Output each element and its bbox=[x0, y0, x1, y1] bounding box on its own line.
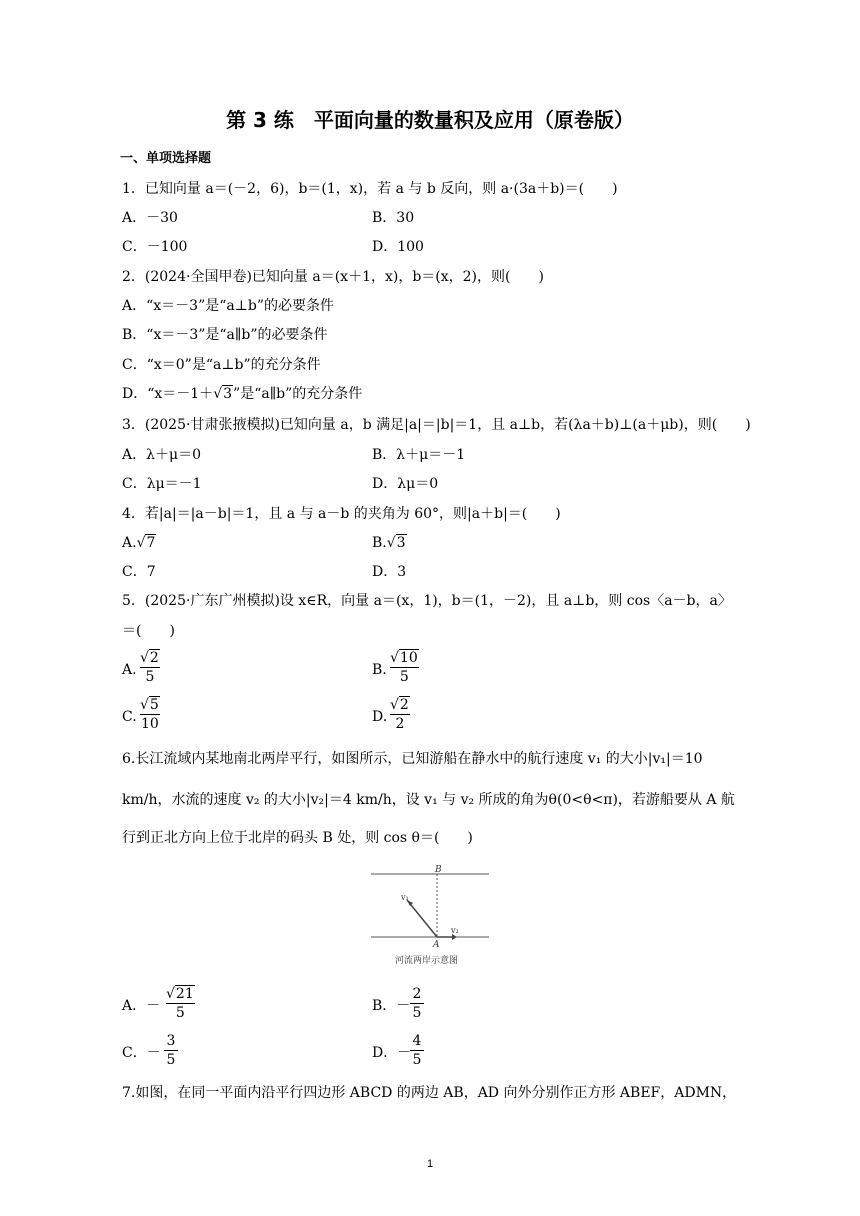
question-1-option-b: B．30 bbox=[372, 210, 415, 226]
sqrt-symbol-icon: √ bbox=[136, 535, 146, 551]
q6-b-denominator: 5 bbox=[412, 1005, 422, 1021]
question-2-option-a: A．“x＝－3”是“a⊥b”的必要条件 bbox=[122, 298, 335, 314]
q2-d-suffix: ”是“a∥b”的充分条件 bbox=[233, 386, 363, 402]
river-diagram bbox=[365, 862, 495, 972]
q2-d-radicand: 3 bbox=[223, 386, 233, 402]
q5-a-label: A. bbox=[122, 662, 137, 678]
question-2-stem: 2．(2024·全国甲卷)已知向量 a＝(x＋1，x)，b＝(x，2)，则( ) bbox=[122, 269, 544, 285]
q5-a-numerator: 2 bbox=[149, 650, 159, 666]
question-5-option-b bbox=[390, 650, 419, 685]
question-5-stem-line-1: 5．(2025·广东广州模拟)设 x∈R，向量 a＝(x，1)，b＝(1，－2)，且 a⊥b，则 cos〈a－b，a〉 bbox=[122, 593, 732, 609]
q6-b-label: B．－ bbox=[372, 998, 411, 1014]
v1-vector-arrow bbox=[407, 900, 437, 937]
question-6-option-b bbox=[410, 986, 424, 1021]
q6-b-numerator: 2 bbox=[412, 986, 422, 1002]
q5-c-numerator: 5 bbox=[149, 697, 159, 713]
q5-d-denominator: 2 bbox=[395, 716, 405, 732]
question-5-option-a bbox=[140, 650, 160, 685]
question-6-option-a bbox=[166, 986, 195, 1021]
sqrt-symbol-icon: √ bbox=[140, 697, 149, 713]
question-5-option-d bbox=[390, 697, 410, 732]
question-6-option-c bbox=[164, 1033, 178, 1068]
q5-c-label: C. bbox=[122, 709, 137, 725]
question-2-option-d bbox=[122, 385, 362, 403]
question-3-option-b: B．λ＋μ＝－1 bbox=[372, 447, 466, 463]
question-5-stem-line-2: ＝( ) bbox=[122, 623, 175, 639]
page-title: 第 3 练 平面向量的数量积及应用（原卷版） bbox=[226, 108, 634, 132]
question-2-option-b: B．“x＝－3”是“a∥b”的必要条件 bbox=[122, 327, 328, 343]
question-3-stem: 3．(2025·甘肃张掖模拟)已知向量 a，b 满足|a|＝|b|＝1，且 a⊥b，若(λa＋b)⊥(a＋μb)，则( ) bbox=[122, 417, 751, 433]
q6-a-numerator: 21 bbox=[175, 986, 194, 1002]
q2-d-prefix: D．“x＝－1＋ bbox=[122, 386, 214, 402]
question-6-line-2: km/h，水流的速度 v₂ 的大小|v₂|＝4 km/h，设 v₁ 与 v₂ 所成的角为θ(0<θ<π)，若游船要从 A 航 bbox=[122, 792, 735, 808]
label-b: B bbox=[435, 865, 442, 875]
question-4-stem: 4．若|a|＝|a－b|＝1，且 a 与 a－b 的夹角为 60°，则|a＋b|＝( ) bbox=[122, 506, 561, 522]
question-1-stem: 1．已知向量 a＝(－2，6)，b＝(1，x)，若 a 与 b 反向，则 a·(3a＋b)＝( ) bbox=[122, 181, 618, 197]
question-4-option-a bbox=[122, 534, 156, 552]
question-5-option-c bbox=[140, 697, 160, 732]
question-1-option-c: C．－100 bbox=[122, 239, 188, 255]
page-number: 1 bbox=[426, 1158, 434, 1170]
q6-a-label: A．－ bbox=[122, 998, 161, 1014]
question-3-option-a: A．λ＋μ＝0 bbox=[122, 447, 201, 463]
q5-d-numerator: 2 bbox=[399, 697, 409, 713]
question-6-option-d bbox=[410, 1033, 424, 1068]
sqrt-symbol-icon: √ bbox=[390, 650, 399, 666]
q4-b-label: B. bbox=[372, 535, 387, 551]
q4-a-radicand: 7 bbox=[146, 535, 156, 551]
question-2-option-c: C．“x＝0”是“a⊥b”的充分条件 bbox=[122, 357, 321, 373]
q6-a-denominator: 5 bbox=[175, 1005, 185, 1021]
question-1-option-a: A．－30 bbox=[122, 210, 178, 226]
q5-b-label: B. bbox=[372, 662, 387, 678]
q5-c-denominator: 10 bbox=[141, 716, 159, 732]
question-7-line-1: 7.如图，在同一平面内沿平行四边形 ABCD 的两边 AB，AD 向外分别作正方形 ABEF，ADMN， bbox=[122, 1085, 737, 1101]
question-4-option-b bbox=[372, 534, 407, 552]
question-4-option-c: C．7 bbox=[122, 564, 156, 580]
label-v1: v₁ bbox=[401, 893, 409, 902]
question-3-option-c: C．λμ＝－1 bbox=[122, 476, 202, 492]
q6-d-numerator: 4 bbox=[412, 1033, 422, 1049]
q5-a-denominator: 5 bbox=[145, 669, 155, 685]
q4-a-label: A. bbox=[122, 535, 137, 551]
label-v2: v₂ bbox=[451, 926, 459, 935]
q6-c-denominator: 5 bbox=[166, 1052, 176, 1068]
question-3-option-d: D．λμ＝0 bbox=[372, 476, 439, 492]
q6-d-denominator: 5 bbox=[412, 1052, 422, 1068]
diagram-caption: 河流两岸示意图 bbox=[395, 956, 459, 966]
label-a: A bbox=[433, 940, 440, 950]
sqrt-symbol-icon: √ bbox=[390, 697, 399, 713]
sqrt-symbol-icon: √ bbox=[386, 535, 396, 551]
q6-c-numerator: 3 bbox=[166, 1033, 176, 1049]
q5-b-numerator: 10 bbox=[399, 650, 418, 666]
sqrt-symbol-icon: √ bbox=[140, 650, 149, 666]
question-6-line-1: 6.长江流域内某地南北两岸平行，如图所示，已知游船在静水中的航行速度 v₁ 的大小|v₁|＝10 bbox=[122, 751, 703, 767]
question-6-line-3: 行到正北方向上位于北岸的码头 B 处，则 cos θ＝( ) bbox=[122, 830, 473, 846]
sqrt-symbol-icon: √ bbox=[213, 386, 223, 402]
q5-b-denominator: 5 bbox=[399, 669, 409, 685]
sqrt-symbol-icon: √ bbox=[166, 986, 175, 1002]
section-heading: 一、单项选择题 bbox=[120, 151, 212, 166]
q5-d-label: D. bbox=[372, 709, 388, 725]
q6-d-label: D．－ bbox=[372, 1045, 412, 1061]
question-1-option-d: D．100 bbox=[372, 239, 424, 255]
q4-b-radicand: 3 bbox=[396, 535, 406, 551]
q6-c-label: C．－ bbox=[122, 1045, 161, 1061]
question-4-option-d: D．3 bbox=[372, 564, 407, 580]
